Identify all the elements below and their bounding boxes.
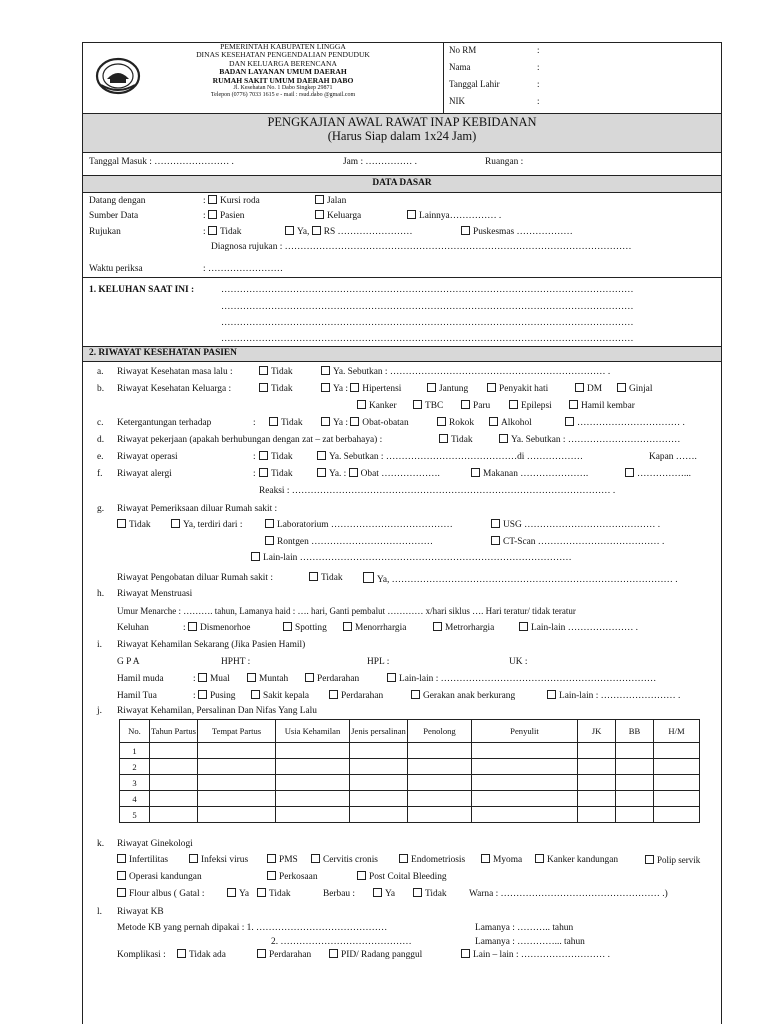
data-dasar-heading: DATA DASAR bbox=[372, 178, 432, 188]
checkbox-kb-lain[interactable] bbox=[461, 949, 470, 958]
table-header-row bbox=[120, 720, 700, 743]
checkbox-rs[interactable] bbox=[312, 226, 321, 235]
checkbox-c-tidak[interactable] bbox=[269, 417, 278, 426]
datang-label: Datang dengan bbox=[89, 196, 146, 206]
table-row[interactable]: 4 bbox=[120, 791, 700, 807]
checkbox-b-ya[interactable] bbox=[321, 383, 330, 392]
page-title bbox=[83, 115, 721, 151]
checkbox-kanker-kandungan[interactable] bbox=[535, 854, 544, 863]
sumber-label: Sumber Data bbox=[89, 211, 139, 221]
checkbox-f-tidak[interactable] bbox=[259, 468, 268, 477]
field-no-rm[interactable]: No RM : bbox=[449, 45, 540, 55]
riwayat-d-label: Riwayat pekerjaan (apakah berhubungan dengan zat – zat berbahaya) : bbox=[117, 435, 383, 445]
checkbox-perdarahan-muda[interactable] bbox=[305, 673, 314, 682]
checkbox-f-lain[interactable] bbox=[625, 468, 634, 477]
institution-name bbox=[143, 43, 423, 99]
table-row[interactable]: 5 bbox=[120, 807, 700, 823]
address: Jl. Kesehatan No. 1 Dabo Singkep 29871 bbox=[233, 85, 333, 92]
checkbox-makanan[interactable] bbox=[471, 468, 480, 477]
checkbox-g-tidak[interactable] bbox=[117, 519, 126, 528]
patient-id-table bbox=[449, 45, 717, 113]
checkbox-h-lain[interactable] bbox=[519, 622, 528, 631]
menarche-field[interactable]: Umur Menarche : ………. tahun, Lamanya haid : …. hari, Ganti pembalut ………… x/hari siklus …. Hari teratur/ tidak teratur bbox=[117, 606, 576, 616]
reaksi-field[interactable]: Reaksi : ………………………………………………………………………………………… . bbox=[259, 486, 616, 496]
checkbox-berbau-ya[interactable] bbox=[373, 888, 382, 897]
checkbox-infertilitas[interactable] bbox=[117, 854, 126, 863]
col-usia-kehamilan: Usia Kehamilan bbox=[276, 720, 350, 743]
warna-field[interactable]: Warna : …………………………………………… .) bbox=[469, 889, 668, 899]
checkbox-obat[interactable] bbox=[349, 468, 358, 477]
checkbox-hamil-kembar[interactable] bbox=[569, 400, 578, 409]
riwayat-i-label: Riwayat Kehamilan Sekarang (Jika Pasien Hamil) bbox=[117, 640, 306, 650]
kapan-field[interactable]: Kapan ……. bbox=[649, 452, 697, 462]
checkbox-infeksi-virus[interactable] bbox=[189, 854, 198, 863]
checkbox-myoma[interactable] bbox=[481, 854, 490, 863]
col-no: No. bbox=[120, 720, 150, 743]
riwayat-l-label: Riwayat KB bbox=[117, 907, 164, 917]
field-nama[interactable]: Nama : bbox=[449, 62, 540, 72]
checkbox-b-tidak[interactable] bbox=[259, 383, 268, 392]
divider bbox=[83, 277, 721, 278]
checkbox-d-ya[interactable] bbox=[499, 434, 508, 443]
checkbox-mual[interactable] bbox=[198, 673, 207, 682]
checkbox-usg[interactable] bbox=[491, 519, 500, 528]
col-penolong: Penolong bbox=[408, 720, 472, 743]
checkbox-endometriosis[interactable] bbox=[399, 854, 408, 863]
col-penyulit: Penyulit bbox=[472, 720, 578, 743]
table-row[interactable]: 3 bbox=[120, 775, 700, 791]
checkbox-c-lain[interactable] bbox=[565, 417, 574, 426]
checkbox-tidak-ada[interactable] bbox=[177, 949, 186, 958]
checkbox-dismenorhoe[interactable] bbox=[188, 622, 197, 631]
checkbox-jalan[interactable] bbox=[315, 195, 324, 204]
checkbox-muda-lain[interactable] bbox=[387, 673, 396, 682]
checkbox-pid[interactable] bbox=[329, 949, 338, 958]
hamil-muda-label: Hamil muda bbox=[117, 674, 164, 684]
checkbox-penyakit-hati[interactable] bbox=[487, 383, 496, 392]
hamil-tua-label: Hamil Tua bbox=[117, 691, 157, 701]
checkbox-pms[interactable] bbox=[267, 854, 276, 863]
org-line-3: DAN KELUARGA BERENCANA bbox=[229, 58, 337, 68]
table-row[interactable]: 2 bbox=[120, 759, 700, 775]
metode-kb-1[interactable]: Metode KB yang pernah dipakai : 1. …………………………………… bbox=[117, 923, 388, 933]
checkbox-d-tidak[interactable] bbox=[439, 434, 448, 443]
riwayat-g-label: Riwayat Pemeriksaan diluar Rumah sakit : bbox=[117, 504, 278, 514]
org-line-1: PEMERINTAH KABUPATEN LINGGA bbox=[220, 42, 346, 51]
title-line-2: (Harus Siap dalam 1x24 Jam) bbox=[327, 129, 477, 143]
checkbox-rontgen[interactable] bbox=[265, 536, 274, 545]
checkbox-rokok[interactable] bbox=[437, 417, 446, 426]
checkbox-pasien[interactable] bbox=[208, 210, 217, 219]
checkbox-g-ya[interactable] bbox=[171, 519, 180, 528]
checkbox-rujukan-tidak[interactable] bbox=[208, 226, 217, 235]
form-header bbox=[83, 43, 721, 114]
checkbox-post-coital[interactable] bbox=[357, 871, 366, 880]
checkbox-gatal-ya[interactable] bbox=[227, 888, 236, 897]
checkbox-laboratorium[interactable] bbox=[265, 519, 274, 528]
regency-logo-icon bbox=[95, 55, 141, 95]
checkbox-perkosaan[interactable] bbox=[267, 871, 276, 880]
history-table bbox=[119, 719, 700, 823]
riwayat-h-label: Riwayat Menstruasi bbox=[117, 589, 193, 599]
checkbox-operasi-kandungan[interactable] bbox=[117, 871, 126, 880]
field-nik[interactable]: NIK : bbox=[449, 96, 540, 106]
checkbox-hipertensi[interactable] bbox=[350, 383, 359, 392]
uk-field[interactable]: UK : bbox=[509, 657, 528, 667]
checkbox-cervitis[interactable] bbox=[311, 854, 320, 863]
hpl-field[interactable]: HPL : bbox=[367, 657, 390, 667]
checkbox-f-ya[interactable] bbox=[317, 468, 326, 477]
checkbox-a-tidak[interactable] bbox=[259, 366, 268, 375]
diagnosa-rujukan-field[interactable]: Diagnosa rujukan : ………………………………………………………………………………………………… bbox=[211, 242, 632, 252]
checkbox-ct-scan[interactable] bbox=[491, 536, 500, 545]
riwayat-b-label: Riwayat Kesehatan Keluarga : bbox=[117, 384, 232, 394]
checkbox-kb-perdarahan[interactable] bbox=[257, 949, 266, 958]
checkbox-sakit-kepala[interactable] bbox=[251, 690, 260, 699]
checkbox-polip-servik[interactable] bbox=[645, 855, 654, 864]
hpht-field[interactable]: HPHT : bbox=[221, 657, 251, 667]
rujukan-label: Rujukan bbox=[89, 227, 121, 237]
checkbox-alkohol[interactable] bbox=[489, 417, 498, 426]
checkbox-berbau-tidak[interactable] bbox=[413, 888, 422, 897]
col-hm: H/M bbox=[654, 720, 700, 743]
checkbox-gerakan-anak[interactable] bbox=[411, 690, 420, 699]
ruangan-field[interactable]: Ruangan : bbox=[485, 157, 524, 167]
keluhan-line-1[interactable]: …………………………………………………………………………………………………………………… bbox=[221, 285, 634, 295]
contact: Telepon (0776) 7033 1615 e - mail : rsud.dabo @gmail.com bbox=[210, 92, 356, 99]
riwayat-c-label: Ketergantungan terhadap bbox=[117, 418, 212, 428]
field-tanggal-lahir[interactable]: Tanggal Lahir : bbox=[449, 79, 540, 89]
checkbox-e-ya[interactable] bbox=[317, 451, 326, 460]
checkbox-obat-obatan[interactable] bbox=[350, 417, 359, 426]
checkbox-lainnya[interactable] bbox=[407, 210, 416, 219]
checkbox-rujukan-ya[interactable] bbox=[285, 226, 294, 235]
checkbox-metrorhargia[interactable] bbox=[433, 622, 442, 631]
waktu-label: Waktu periksa bbox=[89, 264, 143, 274]
lamanya-2[interactable]: Lamanya : …………... tahun bbox=[475, 937, 585, 947]
checkbox-paru[interactable] bbox=[461, 400, 470, 409]
checkbox-menorrhargia[interactable] bbox=[343, 622, 352, 631]
checkbox-gatal-tidak[interactable] bbox=[257, 888, 266, 897]
metode-kb-2[interactable]: 2. …………………………………… bbox=[271, 937, 412, 947]
institution-block bbox=[83, 43, 444, 113]
checkbox-epilepsi[interactable] bbox=[509, 400, 518, 409]
checkbox-g2-tidak[interactable] bbox=[309, 572, 318, 581]
checkbox-puskesmas[interactable] bbox=[461, 226, 470, 235]
lamanya-1[interactable]: Lamanya : ……….. tahun bbox=[475, 923, 574, 933]
checkbox-jantung[interactable] bbox=[427, 383, 436, 392]
checkbox-kursi-roda[interactable] bbox=[208, 195, 217, 204]
title-line-1: PENGKAJIAN AWAL RAWAT INAP KEBIDANAN bbox=[267, 115, 537, 129]
org-bold-2: RUMAH SAKIT UMUM DAERAH DABO bbox=[212, 75, 354, 85]
keluhan-haid-label: Keluhan bbox=[117, 623, 149, 633]
checkbox-tua-lain[interactable] bbox=[547, 690, 556, 699]
checkbox-e-tidak[interactable] bbox=[259, 451, 268, 460]
keluhan-line-3[interactable]: …………………………………………………………………………………………………………………… bbox=[221, 318, 634, 328]
riwayat-j-label: Riwayat Kehamilan, Persalinan Dan Nifas Yang Lalu bbox=[117, 706, 317, 716]
checkbox-flour-albus[interactable] bbox=[117, 888, 126, 897]
checkbox-spotting[interactable] bbox=[283, 622, 292, 631]
jam-field[interactable]: Jam : …………… . bbox=[343, 157, 417, 167]
checkbox-dm[interactable] bbox=[575, 383, 584, 392]
col-bb: BB bbox=[616, 720, 654, 743]
keluhan-line-4[interactable]: …………………………………………………………………………………………………………………… bbox=[221, 334, 634, 344]
waktu-field[interactable]: : …………………… bbox=[203, 264, 283, 274]
checkbox-g-lain[interactable] bbox=[251, 552, 260, 561]
riwayat-a-label: Riwayat Kesehatan masa lalu : bbox=[117, 367, 233, 377]
gpa-field[interactable]: G P A bbox=[117, 657, 140, 667]
keluhan-line-2[interactable]: …………………………………………………………………………………………………………………… bbox=[221, 302, 634, 312]
checkbox-g2-ya[interactable] bbox=[363, 572, 374, 583]
checkbox-pusing[interactable] bbox=[198, 690, 207, 699]
checkbox-kanker[interactable] bbox=[357, 400, 366, 409]
checkbox-c-ya[interactable] bbox=[321, 417, 330, 426]
riwayat-pengobatan-label: Riwayat Pengobatan diluar Rumah sakit : bbox=[117, 573, 273, 583]
checkbox-perdarahan-tua[interactable] bbox=[329, 690, 338, 699]
col-jenis-persalinan: Jenis persalinan bbox=[350, 720, 408, 743]
col-tahun-partus: Tahun Partus bbox=[150, 720, 198, 743]
komplikasi-label: Komplikasi : bbox=[117, 950, 166, 960]
col-tempat-partus: Tempat Partus bbox=[198, 720, 276, 743]
riwayat-k-label: Riwayat Ginekologi bbox=[117, 839, 193, 849]
riwayat-f-label: Riwayat alergi bbox=[117, 469, 172, 479]
col-jk: JK bbox=[578, 720, 616, 743]
org-bold-1: BADAN LAYANAN UMUM DAERAH bbox=[219, 67, 347, 77]
checkbox-keluarga[interactable] bbox=[315, 210, 324, 219]
checkbox-muntah[interactable] bbox=[247, 673, 256, 682]
table-row[interactable]: 1 bbox=[120, 743, 700, 759]
form-page: PEMERINTAH KABUPATEN LINGGA DINAS KESEHATAN PENGENDALIAN PENDUDUK DAN KELUARGA BERENCANA BADAN LAYANAN UMUM DAERAH RUMAH SAKIT UMUM DAERAH DABO Jl. Kesehatan No. 1 Dabo Singkep 29871 Telepon (0776) 7033 1615 e - mail : rsud.dabo @gmail.com No RM : Nama : Tanggal Lahir : NIK : PENGKAJIAN AWAL RAWAT INAP KEBIDANAN (Harus Siap dalam 1x24 Jam) Tanggal Masuk : …………………… . Jam : …………… . Ruangan : DATA DASAR Datang dengan : Kursi roda Jalan Sumber Data : Pasien Keluarga Lainnya…………… . Rujukan : Tidak Ya, RS …………………… Puskesmas ……………… Diagnosa rujukan : ………………………………………………………………………………………………… Waktu periksa : …………………… 1. KELUHAN SAAT INI : …………………………………………………………………………………………………………………… …………………………………………………………………………………………………………………… …………………………………………………………………………………………………………………… …………………………………………………………………………………………………………………… 2. RIWAYAT KESEHATAN PASIEN a. Riwayat Kesehatan masa lalu : Tidak Ya. Sebutkan : …………………………………………………………… . b. Riwayat Kesehatan Keluarga : Tidak Ya : Hipertensi Jantung Penyakit hati DM Ginjal Kanker TBC Paru Epilepsi Hamil kembar c. Ketergantungan terhadap : Tidak Ya : Obat-obatan Rokok Alkohol …………………………… . d. Riwayat pekerjaan (apakah berhubungan dengan zat – zat berbahaya) : Tidak Ya. Sebutkan : ……………………………… e. Riwayat operasi : Tidak Ya. Sebutkan : ……………………………………di ……………… Kapan ……. f. Riwayat alergi : Tidak Ya. : Obat ………………. Makanan …………………. ……………... Reaksi : ………………………………………………………………………………………… . g. Riwayat Pemeriksaan diluar Rumah sakit : Tidak Ya, terdiri dari : Laboratorium ………………………………… USG …………………………………… . Rontgen ………………………………… CT-Scan ………………………………… . Lain-lain …………………………………………………………………………… Riwayat Pengobatan diluar Rumah sakit : Tidak Ya, ……………………………………………………………………………… . h. Riwayat Menstruasi Umur Menarche : ………. tahun, Lamanya haid : …. hari, Ganti pembalut ………… x/hari siklus …. Hari teratur/ tidak teratur Keluhan : Dismenorhoe Spotting Menorrhargia Metrorhargia Lain-lain ………………… . i. Riwayat Kehamilan Sekarang (Jika Pasien Hamil) G P A HPHT : HPL : UK : Hamil muda : Mual Muntah Perdarahan Lain-lain : …………………………………………………………… Hamil Tua : Pusing Sakit kepala Perdarahan Gerakan anak berkurang Lain-lain : …………………… . j. Riwayat Kehamilan, Persalinan Dan Nifas Yang Lalu No. Tahun Partus Tempat Partus Usia Kehamilan Jenis persalinan Penolong Penyulit JK BB H/M 1 2 3 4 5 k. Riwayat Ginekologi Infertilitas Infeksi virus PMS Cervitis cronis Endometriosis Myoma Kanker kandungan Polip servik Operasi kandungan Perkosaan Post Coital Bleeding Flour albus ( Gatal : Ya Tidak Berbau : Ya Tidak Warna : …………………………………………… .) l. Riwayat KB Metode KB yang pernah dipakai : 1. …………………………………… Lamanya : ……….. tahun 2. …………………………………… Lamanya : …………... tahun Komplikasi : Tidak ada Perdarahan PID/ Radang panggul Lain – lain : ……………………… . bbox=[82, 42, 722, 1024]
riwayat-heading: 2. RIWAYAT KESEHATAN PASIEN bbox=[89, 348, 237, 358]
checkbox-ginjal[interactable] bbox=[617, 383, 626, 392]
riwayat-e-label: Riwayat operasi bbox=[117, 452, 178, 462]
keluhan-heading: 1. KELUHAN SAAT INI : bbox=[89, 285, 195, 295]
tanggal-masuk-field[interactable]: Tanggal Masuk : …………………… . bbox=[89, 157, 234, 167]
checkbox-a-ya[interactable] bbox=[321, 366, 330, 375]
checkbox-tbc[interactable] bbox=[413, 400, 422, 409]
org-line-2: DINAS KESEHATAN PENGENDALIAN PENDUDUK bbox=[196, 50, 370, 60]
